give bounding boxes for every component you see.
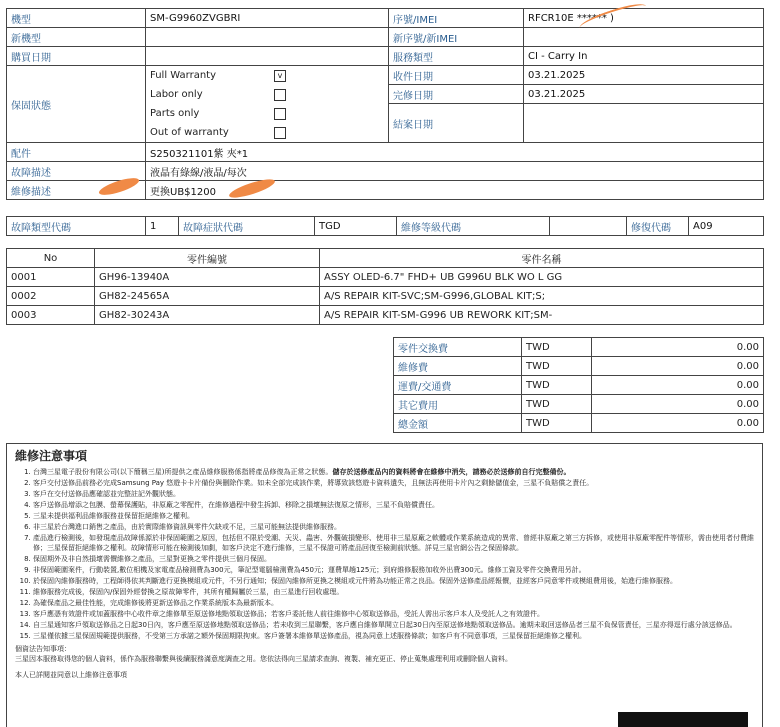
note-item: 2. 客戶交付送修品前務必完成Samsung Pay 悠遊卡卡片備份與刪除作業。如未全部完成該作業，將導致該悠遊卡資料遺失，且無法再使用卡片內之剩餘儲值金，三星不負賠償之責任。 [33,478,754,488]
purchase-date-value [146,47,389,66]
new-model-label: 新機型 [7,28,146,47]
warranty-option: Out of warranty [150,123,386,142]
new-serial-label: 新序號/新IMEI [389,28,524,47]
note-item: 8. 保固期外及非自然損壞需價維修之產品，三星對更換之零件提供三個月保固。 [33,554,754,564]
note-item: 5. 三星未提供福利品維修服務並保留拒絕維修之權利。 [33,511,754,521]
warranty-option: Parts only [150,104,386,123]
accessories-value: S250321101紫 夾*1 [146,143,764,162]
fee-row: 零件交換費 TWD 0.00 [394,338,764,357]
model-value: SM-G9960ZVGBRI [146,9,389,28]
fee-row: 運費/交通費 TWD 0.00 [394,376,764,395]
table-row: 0003 GH82-30243A A/S REPAIR KIT-SM-G996 UB REWORK KIT;SM- [7,306,764,325]
notes-title: 維修注意事項 [15,449,88,463]
note-item: 15. 三星僅依據三星保固規範提供服務，不受第三方承諾之額外保固期限拘束。客戶簽署本維修單送修產品，視為同意上述服務條款；如客戶有不同意事項，三星保留拒絕維修之權利。 [33,631,754,641]
warranty-option: Labor only [150,85,386,104]
service-type-value: CI - Carry In [524,47,764,66]
warranty-option: Full Warranty v [150,66,386,85]
repair-notes [6,443,763,727]
barcode-image [618,712,748,727]
note-item: 11. 維修服務完成後，保固內/保固外經替換之原故障零件，其所有權歸屬於三星，由三星進行回收處理。 [33,587,754,597]
repair-code-value: A09 [689,217,764,236]
parts-header-name: 零件名稱 [320,249,764,268]
note-item: 4. 客戶送修品增添之包膜、螢幕保護貼，非原廠之零配件，在維修過程中發生拆卸、移除之損壞無法復原之情形，三星不負賠償責任。 [33,500,754,510]
completed-date-label: 完修日期 [389,85,524,104]
checkbox-parts-only[interactable] [274,108,286,120]
fault-type-value: 1 [146,217,179,236]
new-model-value [146,28,389,47]
closed-date-label: 結案日期 [389,104,524,143]
repair-level-value [550,217,627,236]
note-item: 14. 自三星通知客戶領取送修品之日起30日內，客戶應至原送修地點領取送修品；若未收到三星聯繫，客戶應自維修單開立日起30日內至原送修地點領取送修品。逾期未取回送修品者三星不負保管責任，三星亦得逕行處分該送修品。 [33,620,754,630]
serial-value: RFCR10E ****** ) [524,9,764,28]
fault-type-label: 故障類型代碼 [7,217,146,236]
note-item: 9. 非保固範圍案件，行動裝置,數位相機及家電產品檢測費為300元，筆記型電腦檢測費為450元；運費單趟125元；到府維修服務加收外出費300元。維修工資及零件交換費用另計。 [33,565,754,575]
parts-header-code: 零件編號 [95,249,320,268]
repair-code-label: 修復代碼 [627,217,689,236]
agree-text: 本人已詳閱並同意以上維修注意事項 [15,671,127,679]
fee-row: 其它費用 TWD 0.00 [394,395,764,414]
received-date-value: 03.21.2025 [524,66,764,85]
model-label: 機型 [7,9,146,28]
fault-desc-value: 液晶有綠線/液晶/每次 [146,162,764,181]
note-item: 3. 客戶在交付送修品應確認並完整註記外觀狀態。 [33,489,754,499]
parts-header-no: No [7,249,95,268]
privacy-title: 個資法告知事項： [15,645,71,653]
note-item: 7. 產品進行檢測後，如發現產品故障係源於非保固範圍之原因，包括但不限於受潮、天災、蟲害、外觀破損變形、使用非三星原廠之軟體或作業系統造成的異常、曾經非原廠之第三方拆修，或使用非原廠零配件等情形，需由使用者付費維修；三星保留拒絕維修之權利。故障情形可能在檢測後加劇，如客戶決定不進行維修，三星不保證可將產品回復至檢測前狀態。詳見三星官網公告之保固條款。 [33,533,754,553]
note-item: 1. 台灣三星電子股份有限公司(以下簡稱三星)所提供之產品維修服務係指將產品修復為正常之狀態。儲存於送修產品內的資料將會在維修中消失，請務必於送修前自行完整備份。 [33,467,754,477]
note-item: 12. 為確保產品之最佳性能，完成維修後將更新送修品之作業系統版本為最新版本。 [33,598,754,608]
completed-date-value: 03.21.2025 [524,85,764,104]
symptom-value: TGD [315,217,397,236]
accessories-label: 配件 [7,143,146,162]
serial-label: 序號/IMEI [389,9,524,28]
fee-row-total: 總金額 TWD 0.00 [394,414,764,433]
fault-desc-label: 故障描述 [7,162,146,181]
device-info-table [6,8,764,200]
warranty-options [146,66,389,143]
checkbox-labor-only[interactable] [274,89,286,101]
repair-desc-value: 更換UB$1200 [146,181,764,200]
checkbox-full-warranty[interactable]: v [274,70,286,82]
fees-table [393,337,764,433]
new-serial-value [524,28,764,47]
fee-row: 維修費 TWD 0.00 [394,357,764,376]
notes-list [15,467,754,641]
checkbox-out-of-warranty[interactable] [274,127,286,139]
received-date-label: 收件日期 [389,66,524,85]
note-item: 13. 客戶應憑有效證件或加蓋服務中心收件章之維修單至原送修地點領取送修品；若客戶委託他人前往維修中心領取送修品，受託人需出示客戶本人及受託人之有效證件。 [33,609,754,619]
repair-level-label: 維修等級代碼 [397,217,550,236]
parts-table [6,248,764,325]
warranty-label: 保固狀態 [7,66,146,143]
table-row: 0001 GH96-13940A ASSY OLED-6.7" FHD+ UB G996U BLK WO L GG [7,268,764,287]
note-item: 6. 非三星於台灣進口銷售之產品，由於實際維修資訊與零件欠缺或不足，三星可能無法提供維修服務。 [33,522,754,532]
service-type-label: 服務類型 [389,47,524,66]
note-item: 10. 於保固內維修服務時，工程師得依其判斷進行更換模組或元件，不另行通知；保固內維修所更換之模組或元件將為功能正常之良品。保固外送修產品經報價，並經客戶同意零件或模組費用後，始進行維修服務。 [33,576,754,586]
codes-table [6,216,764,236]
purchase-date-label: 購買日期 [7,47,146,66]
repair-desc-label: 維修描述 [7,181,146,200]
privacy-text: 三星因本服務取得您的個人資料，係作為服務聯繫與後續服務滿意度調查之用。您依法得向三星請求查詢、複製、補充更正、停止蒐集處理利用或刪除個人資料。 [15,655,512,663]
closed-date-value [524,104,764,143]
symptom-label: 故障症狀代碼 [179,217,315,236]
table-row: 0002 GH82-24565A A/S REPAIR KIT-SVC;SM-G996,GLOBAL KIT;S; [7,287,764,306]
